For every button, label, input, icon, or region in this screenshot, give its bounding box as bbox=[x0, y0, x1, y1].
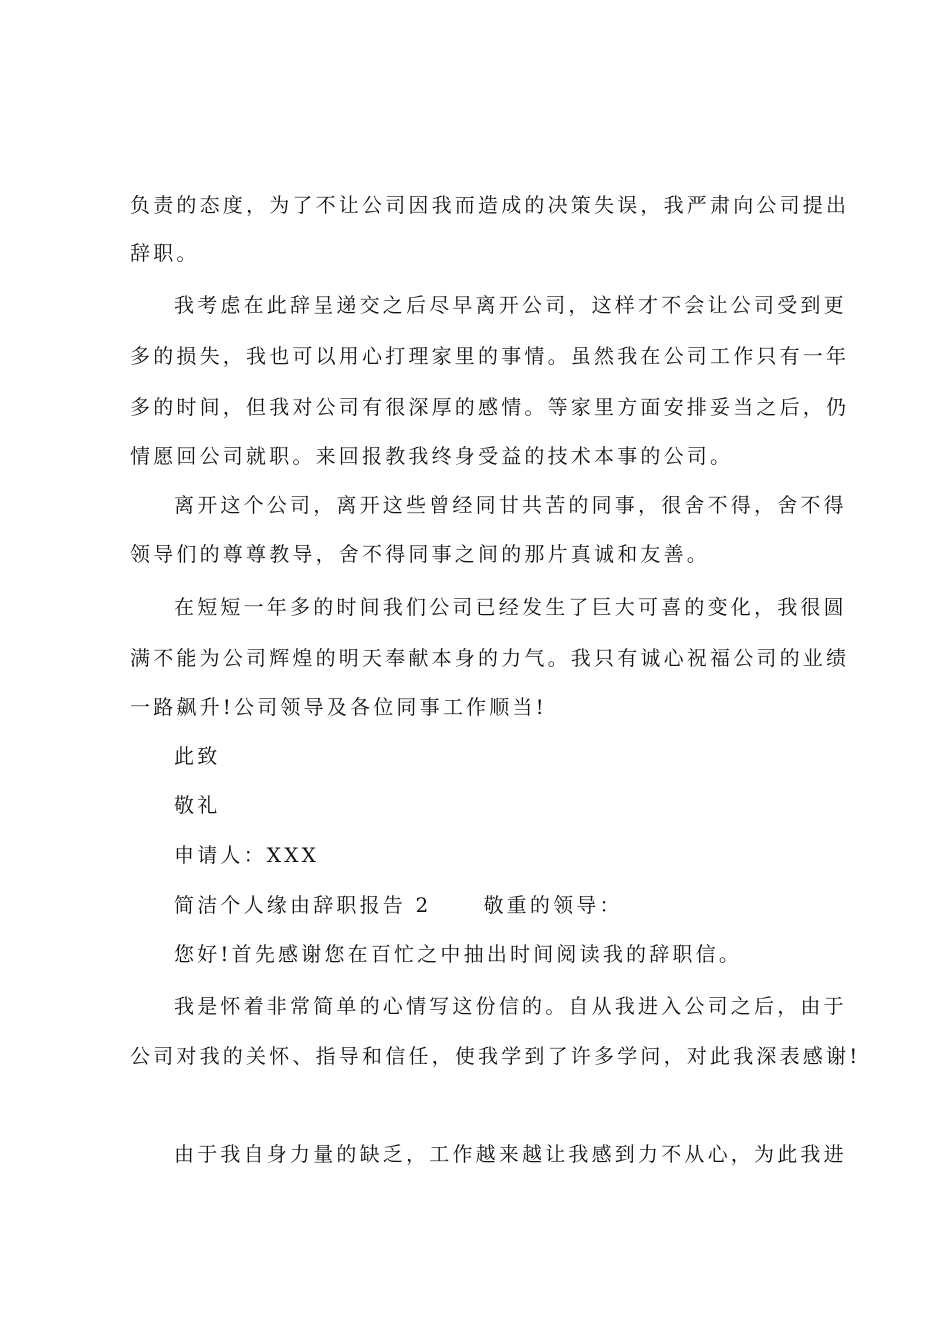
paragraph-line: 由于我自身力量的缺乏，工作越来越让我感到力不从心，为此我进 bbox=[174, 1142, 847, 1166]
paragraph-line: 我是怀着非常简单的心情写这份信的。自从我进入公司之后，由于 bbox=[174, 994, 847, 1018]
letter-greeting: 敬重的领导： bbox=[483, 893, 623, 917]
paragraph-line: 您好!首先感谢您在百忙之中抽出时间阅读我的辞职信。 bbox=[174, 942, 743, 966]
paragraph-line: 满不能为公司辉煌的明天奉献本身的力气。我只有诚心祝福公司的业绩 bbox=[130, 646, 850, 670]
section-heading-line bbox=[174, 891, 830, 919]
paragraph-line: 多的时间，但我对公司有很深厚的感情。等家里方面安排妥当之后，仍 bbox=[130, 395, 850, 419]
paragraph-line: 在短短一年多的时间我们公司已经发生了巨大可喜的变化，我很圆 bbox=[174, 595, 847, 619]
paragraph-line: 公司对我的关怀、指导和信任，使我学到了许多学问，对此我深表感谢! bbox=[130, 1044, 861, 1068]
section-heading: 简洁个人缘由辞职报告 2 bbox=[174, 893, 432, 917]
closing-salutation: 此致 bbox=[174, 744, 221, 768]
paragraph-line: 多的损失，我也可以用心打理家里的事情。虽然我在公司工作只有一年 bbox=[130, 344, 850, 368]
paragraph-line: 领导们的尊尊教导，舍不得同事之间的那片真诚和友善。 bbox=[130, 542, 710, 566]
closing-regards: 敬礼 bbox=[174, 793, 221, 817]
paragraph-line: 辞职。 bbox=[130, 241, 200, 265]
paragraph-line: 一路飙升!公司领导及各位同事工作顺当! bbox=[130, 695, 547, 719]
paragraph-line: 我考虑在此辞呈递交之后尽早离开公司，这样才不会让公司受到更 bbox=[174, 293, 847, 317]
paragraph-line: 情愿回公司就职。来回报教我终身受益的技术本事的公司。 bbox=[130, 444, 734, 468]
paragraph-line: 负责的态度，为了不让公司因我而造成的决策失误，我严肃向公司提出 bbox=[130, 193, 850, 217]
paragraph-line: 离开这个公司，离开这些曾经同甘共苦的同事，很舍不得，舍不得 bbox=[174, 493, 847, 517]
applicant-signature: 申请人：XXX bbox=[174, 843, 320, 867]
